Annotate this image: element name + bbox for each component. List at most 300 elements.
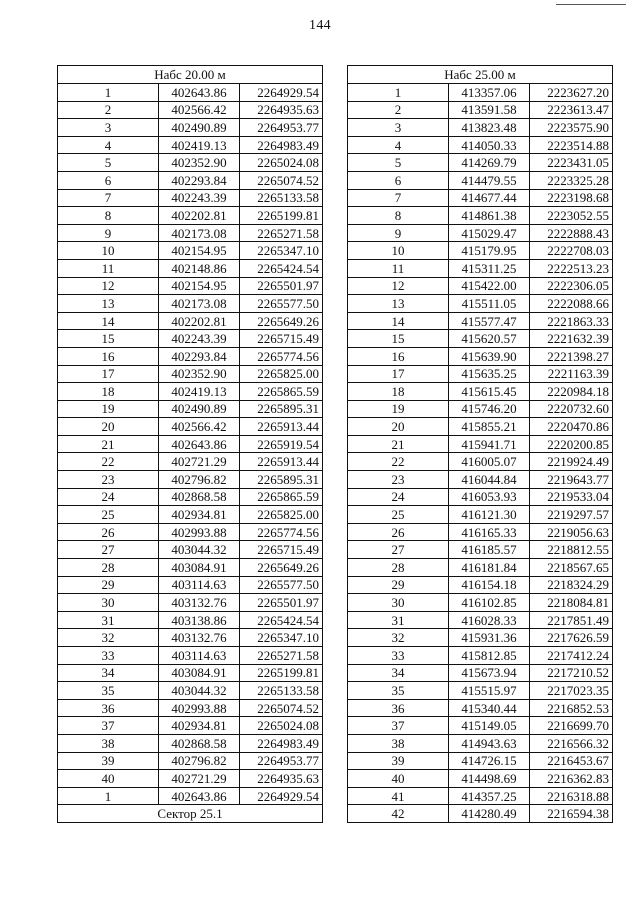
point-number-cell: 14 <box>348 312 449 330</box>
table-row <box>58 770 323 788</box>
y-coordinate-cell: 2217210.52 <box>530 664 613 682</box>
x-coordinate-cell: 415639.90 <box>449 347 530 365</box>
x-coordinate-cell: 402243.39 <box>159 330 240 348</box>
x-coordinate-cell: 402868.58 <box>159 734 240 752</box>
point-number-cell: 1 <box>58 84 159 102</box>
table-row <box>348 101 613 119</box>
y-coordinate-cell: 2265825.00 <box>240 506 323 524</box>
x-coordinate-cell: 402993.88 <box>159 523 240 541</box>
y-coordinate-cell: 2265199.81 <box>240 207 323 225</box>
x-coordinate-cell: 416185.57 <box>449 541 530 559</box>
table-row <box>58 207 323 225</box>
x-coordinate-cell: 416102.85 <box>449 594 530 612</box>
y-coordinate-cell: 2265895.31 <box>240 400 323 418</box>
x-coordinate-cell: 402934.81 <box>159 717 240 735</box>
y-coordinate-cell: 2223052.55 <box>530 207 613 225</box>
y-coordinate-cell: 2265825.00 <box>240 365 323 383</box>
point-number-cell: 8 <box>348 207 449 225</box>
table-row <box>348 295 613 313</box>
table-row <box>58 154 323 172</box>
table-row <box>348 734 613 752</box>
y-coordinate-cell: 2265865.59 <box>240 488 323 506</box>
table-row <box>58 506 323 524</box>
table-row <box>58 734 323 752</box>
table-row <box>348 770 613 788</box>
x-coordinate-cell: 415311.25 <box>449 259 530 277</box>
table-row <box>58 453 323 471</box>
point-number-cell: 7 <box>58 189 159 207</box>
x-coordinate-cell: 415179.95 <box>449 242 530 260</box>
point-number-cell: 34 <box>58 664 159 682</box>
y-coordinate-cell: 2264935.63 <box>240 101 323 119</box>
x-coordinate-cell: 414726.15 <box>449 752 530 770</box>
point-number-cell: 3 <box>58 119 159 137</box>
table-row <box>348 418 613 436</box>
table-title: Набс 25.00 м <box>348 66 613 84</box>
y-coordinate-cell: 2223613.47 <box>530 101 613 119</box>
point-number-cell: 12 <box>58 277 159 295</box>
table-row <box>348 541 613 559</box>
x-coordinate-cell: 402993.88 <box>159 699 240 717</box>
y-coordinate-cell: 2265501.97 <box>240 594 323 612</box>
y-coordinate-cell: 2265774.56 <box>240 347 323 365</box>
table-row <box>348 787 613 805</box>
point-number-cell: 39 <box>58 752 159 770</box>
y-coordinate-cell: 2265024.08 <box>240 154 323 172</box>
x-coordinate-cell: 402419.13 <box>159 383 240 401</box>
table-row <box>58 559 323 577</box>
point-number-cell: 23 <box>348 471 449 489</box>
y-coordinate-cell: 2265577.50 <box>240 295 323 313</box>
point-number-cell: 40 <box>58 770 159 788</box>
y-coordinate-cell: 2223627.20 <box>530 84 613 102</box>
point-number-cell: 10 <box>58 242 159 260</box>
point-number-cell: 41 <box>348 787 449 805</box>
y-coordinate-cell: 2264935.63 <box>240 770 323 788</box>
table-row <box>58 365 323 383</box>
x-coordinate-cell: 415812.85 <box>449 647 530 665</box>
point-number-cell: 17 <box>58 365 159 383</box>
point-number-cell: 24 <box>58 488 159 506</box>
table-row <box>58 787 323 805</box>
x-coordinate-cell: 415340.44 <box>449 699 530 717</box>
x-coordinate-cell: 415615.45 <box>449 383 530 401</box>
y-coordinate-cell: 2265024.08 <box>240 717 323 735</box>
y-coordinate-cell: 2218567.65 <box>530 559 613 577</box>
table-row <box>348 699 613 717</box>
point-number-cell: 40 <box>348 770 449 788</box>
table-row <box>348 242 613 260</box>
x-coordinate-cell: 415149.05 <box>449 717 530 735</box>
table-row <box>348 207 613 225</box>
y-coordinate-cell: 2218812.55 <box>530 541 613 559</box>
table-row <box>58 347 323 365</box>
x-coordinate-cell: 415673.94 <box>449 664 530 682</box>
point-number-cell: 32 <box>58 629 159 647</box>
x-coordinate-cell: 413591.58 <box>449 101 530 119</box>
point-number-cell: 30 <box>58 594 159 612</box>
y-coordinate-cell: 2265074.52 <box>240 699 323 717</box>
y-coordinate-cell: 2265577.50 <box>240 576 323 594</box>
x-coordinate-cell: 402148.86 <box>159 259 240 277</box>
point-number-cell: 31 <box>348 611 449 629</box>
table-row <box>348 523 613 541</box>
table-row <box>58 84 323 102</box>
y-coordinate-cell: 2265133.58 <box>240 682 323 700</box>
point-number-cell: 35 <box>348 682 449 700</box>
x-coordinate-cell: 416121.30 <box>449 506 530 524</box>
coordinates-table-right <box>347 65 613 823</box>
y-coordinate-cell: 2265424.54 <box>240 259 323 277</box>
point-number-cell: 31 <box>58 611 159 629</box>
x-coordinate-cell: 402293.84 <box>159 171 240 189</box>
point-number-cell: 12 <box>348 277 449 295</box>
x-coordinate-cell: 403132.76 <box>159 629 240 647</box>
table-row <box>58 488 323 506</box>
point-number-cell: 38 <box>58 734 159 752</box>
table-row <box>348 471 613 489</box>
point-number-cell: 13 <box>58 295 159 313</box>
x-coordinate-cell: 415635.25 <box>449 365 530 383</box>
table-row <box>348 664 613 682</box>
y-coordinate-cell: 2265347.10 <box>240 242 323 260</box>
x-coordinate-cell: 403114.63 <box>159 576 240 594</box>
x-coordinate-cell: 402721.29 <box>159 770 240 788</box>
point-number-cell: 21 <box>348 435 449 453</box>
x-coordinate-cell: 415422.00 <box>449 277 530 295</box>
table-row <box>348 435 613 453</box>
table-row <box>348 488 613 506</box>
table-row <box>348 84 613 102</box>
point-number-cell: 36 <box>58 699 159 717</box>
point-number-cell: 23 <box>58 471 159 489</box>
x-coordinate-cell: 402721.29 <box>159 453 240 471</box>
point-number-cell: 9 <box>58 224 159 242</box>
y-coordinate-cell: 2265913.44 <box>240 453 323 471</box>
y-coordinate-cell: 2223575.90 <box>530 119 613 137</box>
point-number-cell: 34 <box>348 664 449 682</box>
point-number-cell: 14 <box>58 312 159 330</box>
x-coordinate-cell: 402243.39 <box>159 189 240 207</box>
table-row <box>348 506 613 524</box>
x-coordinate-cell: 414269.79 <box>449 154 530 172</box>
x-coordinate-cell: 402796.82 <box>159 752 240 770</box>
y-coordinate-cell: 2219533.04 <box>530 488 613 506</box>
x-coordinate-cell: 402173.08 <box>159 295 240 313</box>
x-coordinate-cell: 414498.69 <box>449 770 530 788</box>
point-number-cell: 22 <box>348 453 449 471</box>
y-coordinate-cell: 2216318.88 <box>530 787 613 805</box>
table-title-row <box>348 66 613 84</box>
table-row <box>58 418 323 436</box>
y-coordinate-cell: 2221863.33 <box>530 312 613 330</box>
x-coordinate-cell: 416044.84 <box>449 471 530 489</box>
point-number-cell: 37 <box>58 717 159 735</box>
table-row <box>58 224 323 242</box>
x-coordinate-cell: 403044.32 <box>159 682 240 700</box>
x-coordinate-cell: 402419.13 <box>159 136 240 154</box>
y-coordinate-cell: 2265715.49 <box>240 330 323 348</box>
point-number-cell: 20 <box>58 418 159 436</box>
x-coordinate-cell: 415577.47 <box>449 312 530 330</box>
x-coordinate-cell: 415746.20 <box>449 400 530 418</box>
x-coordinate-cell: 415515.97 <box>449 682 530 700</box>
table-row <box>58 277 323 295</box>
x-coordinate-cell: 402173.08 <box>159 224 240 242</box>
y-coordinate-cell: 2216699.70 <box>530 717 613 735</box>
point-number-cell: 26 <box>58 523 159 541</box>
y-coordinate-cell: 2216594.38 <box>530 805 613 823</box>
x-coordinate-cell: 402154.95 <box>159 277 240 295</box>
point-number-cell: 25 <box>348 506 449 524</box>
table-row <box>58 171 323 189</box>
y-coordinate-cell: 2223431.05 <box>530 154 613 172</box>
y-coordinate-cell: 2220200.85 <box>530 435 613 453</box>
table-row <box>348 154 613 172</box>
table-row <box>58 312 323 330</box>
table-row <box>58 717 323 735</box>
y-coordinate-cell: 2264953.77 <box>240 119 323 137</box>
x-coordinate-cell: 402490.89 <box>159 119 240 137</box>
x-coordinate-cell: 415855.21 <box>449 418 530 436</box>
point-number-cell: 37 <box>348 717 449 735</box>
point-number-cell: 29 <box>58 576 159 594</box>
y-coordinate-cell: 2265424.54 <box>240 611 323 629</box>
point-number-cell: 15 <box>348 330 449 348</box>
point-number-cell: 42 <box>348 805 449 823</box>
table-row <box>58 330 323 348</box>
y-coordinate-cell: 2265649.26 <box>240 312 323 330</box>
point-number-cell: 17 <box>348 365 449 383</box>
y-coordinate-cell: 2265347.10 <box>240 629 323 647</box>
x-coordinate-cell: 402490.89 <box>159 400 240 418</box>
section-label: Сектор 25.1 <box>58 805 323 823</box>
y-coordinate-cell: 2216566.32 <box>530 734 613 752</box>
x-coordinate-cell: 415941.71 <box>449 435 530 453</box>
table-row <box>348 717 613 735</box>
x-coordinate-cell: 403084.91 <box>159 664 240 682</box>
y-coordinate-cell: 2265774.56 <box>240 523 323 541</box>
x-coordinate-cell: 402643.86 <box>159 84 240 102</box>
table-row <box>348 347 613 365</box>
point-number-cell: 6 <box>58 171 159 189</box>
table-row <box>348 576 613 594</box>
page-number: 144 <box>309 18 331 33</box>
table-row <box>58 664 323 682</box>
y-coordinate-cell: 2217023.35 <box>530 682 613 700</box>
x-coordinate-cell: 415620.57 <box>449 330 530 348</box>
point-number-cell: 19 <box>58 400 159 418</box>
y-coordinate-cell: 2265501.97 <box>240 277 323 295</box>
table-row <box>58 682 323 700</box>
table-row <box>58 629 323 647</box>
x-coordinate-cell: 402796.82 <box>159 471 240 489</box>
x-coordinate-cell: 402643.86 <box>159 787 240 805</box>
x-coordinate-cell: 416028.33 <box>449 611 530 629</box>
point-number-cell: 13 <box>348 295 449 313</box>
y-coordinate-cell: 2264983.49 <box>240 734 323 752</box>
y-coordinate-cell: 2217626.59 <box>530 629 613 647</box>
point-number-cell: 32 <box>348 629 449 647</box>
point-number-cell: 7 <box>348 189 449 207</box>
x-coordinate-cell: 402934.81 <box>159 506 240 524</box>
point-number-cell: 11 <box>348 259 449 277</box>
table-row <box>58 576 323 594</box>
x-coordinate-cell: 414479.55 <box>449 171 530 189</box>
table-row <box>348 805 613 823</box>
y-coordinate-cell: 2221398.27 <box>530 347 613 365</box>
y-coordinate-cell: 2216852.53 <box>530 699 613 717</box>
table-row <box>58 400 323 418</box>
y-coordinate-cell: 2223198.68 <box>530 189 613 207</box>
table-row <box>58 611 323 629</box>
x-coordinate-cell: 403114.63 <box>159 647 240 665</box>
table-row <box>348 189 613 207</box>
y-coordinate-cell: 2223514.88 <box>530 136 613 154</box>
x-coordinate-cell: 414050.33 <box>449 136 530 154</box>
point-number-cell: 35 <box>58 682 159 700</box>
point-number-cell: 20 <box>348 418 449 436</box>
x-coordinate-cell: 416005.07 <box>449 453 530 471</box>
point-number-cell: 2 <box>58 101 159 119</box>
table-row <box>348 171 613 189</box>
y-coordinate-cell: 2219924.49 <box>530 453 613 471</box>
table-row <box>348 312 613 330</box>
table-row <box>348 224 613 242</box>
table-row <box>58 471 323 489</box>
y-coordinate-cell: 2264953.77 <box>240 752 323 770</box>
point-number-cell: 25 <box>58 506 159 524</box>
table-row <box>348 682 613 700</box>
y-coordinate-cell: 2222708.03 <box>530 242 613 260</box>
table-row <box>348 611 613 629</box>
point-number-cell: 8 <box>58 207 159 225</box>
point-number-cell: 27 <box>58 541 159 559</box>
point-number-cell: 15 <box>58 330 159 348</box>
table-footer-row <box>58 805 323 823</box>
y-coordinate-cell: 2217851.49 <box>530 611 613 629</box>
table-row <box>58 242 323 260</box>
x-coordinate-cell: 402202.81 <box>159 207 240 225</box>
point-number-cell: 5 <box>58 154 159 172</box>
point-number-cell: 2 <box>348 101 449 119</box>
y-coordinate-cell: 2265649.26 <box>240 559 323 577</box>
table-row <box>348 453 613 471</box>
table-row <box>348 594 613 612</box>
point-number-cell: 4 <box>348 136 449 154</box>
point-number-cell: 24 <box>348 488 449 506</box>
point-number-cell: 39 <box>348 752 449 770</box>
table-body <box>348 84 613 823</box>
y-coordinate-cell: 2265074.52 <box>240 171 323 189</box>
point-number-cell: 16 <box>348 347 449 365</box>
point-number-cell: 19 <box>348 400 449 418</box>
point-number-cell: 10 <box>348 242 449 260</box>
point-number-cell: 28 <box>58 559 159 577</box>
table-row <box>348 647 613 665</box>
table-row <box>58 594 323 612</box>
table-row <box>348 277 613 295</box>
x-coordinate-cell: 402154.95 <box>159 242 240 260</box>
y-coordinate-cell: 2219056.63 <box>530 523 613 541</box>
x-coordinate-cell: 403084.91 <box>159 559 240 577</box>
point-number-cell: 36 <box>348 699 449 717</box>
table-row <box>58 136 323 154</box>
table-row <box>348 259 613 277</box>
y-coordinate-cell: 2222513.23 <box>530 259 613 277</box>
y-coordinate-cell: 2216453.67 <box>530 752 613 770</box>
y-coordinate-cell: 2264929.54 <box>240 787 323 805</box>
point-number-cell: 18 <box>58 383 159 401</box>
y-coordinate-cell: 2218084.81 <box>530 594 613 612</box>
y-coordinate-cell: 2265715.49 <box>240 541 323 559</box>
header-rule <box>556 4 626 5</box>
table-row <box>58 383 323 401</box>
y-coordinate-cell: 2265271.58 <box>240 647 323 665</box>
x-coordinate-cell: 413357.06 <box>449 84 530 102</box>
point-number-cell: 4 <box>58 136 159 154</box>
point-number-cell: 18 <box>348 383 449 401</box>
point-number-cell: 1 <box>58 787 159 805</box>
point-number-cell: 29 <box>348 576 449 594</box>
table-body <box>58 84 323 805</box>
point-number-cell: 28 <box>348 559 449 577</box>
point-number-cell: 30 <box>348 594 449 612</box>
y-coordinate-cell: 2218324.29 <box>530 576 613 594</box>
table-row <box>58 259 323 277</box>
y-coordinate-cell: 2217412.24 <box>530 647 613 665</box>
x-coordinate-cell: 413823.48 <box>449 119 530 137</box>
y-coordinate-cell: 2216362.83 <box>530 770 613 788</box>
table-row <box>58 523 323 541</box>
table-row <box>58 647 323 665</box>
table-row <box>348 119 613 137</box>
table-title: Набс 20.00 м <box>58 66 323 84</box>
y-coordinate-cell: 2264929.54 <box>240 84 323 102</box>
x-coordinate-cell: 402643.86 <box>159 435 240 453</box>
point-number-cell: 38 <box>348 734 449 752</box>
x-coordinate-cell: 403132.76 <box>159 594 240 612</box>
x-coordinate-cell: 415029.47 <box>449 224 530 242</box>
table-row <box>58 435 323 453</box>
y-coordinate-cell: 2264983.49 <box>240 136 323 154</box>
x-coordinate-cell: 402352.90 <box>159 365 240 383</box>
x-coordinate-cell: 415511.05 <box>449 295 530 313</box>
table-row <box>58 119 323 137</box>
point-number-cell: 9 <box>348 224 449 242</box>
point-number-cell: 33 <box>58 647 159 665</box>
y-coordinate-cell: 2219297.57 <box>530 506 613 524</box>
table-row <box>58 101 323 119</box>
y-coordinate-cell: 2265133.58 <box>240 189 323 207</box>
y-coordinate-cell: 2222888.43 <box>530 224 613 242</box>
y-coordinate-cell: 2220984.18 <box>530 383 613 401</box>
point-number-cell: 1 <box>348 84 449 102</box>
y-coordinate-cell: 2221632.39 <box>530 330 613 348</box>
x-coordinate-cell: 414861.38 <box>449 207 530 225</box>
table-row <box>58 295 323 313</box>
y-coordinate-cell: 2265895.31 <box>240 471 323 489</box>
y-coordinate-cell: 2265271.58 <box>240 224 323 242</box>
point-number-cell: 21 <box>58 435 159 453</box>
x-coordinate-cell: 416165.33 <box>449 523 530 541</box>
x-coordinate-cell: 403044.32 <box>159 541 240 559</box>
table-row <box>348 383 613 401</box>
table-row <box>348 629 613 647</box>
x-coordinate-cell: 402202.81 <box>159 312 240 330</box>
x-coordinate-cell: 414677.44 <box>449 189 530 207</box>
x-coordinate-cell: 402566.42 <box>159 101 240 119</box>
